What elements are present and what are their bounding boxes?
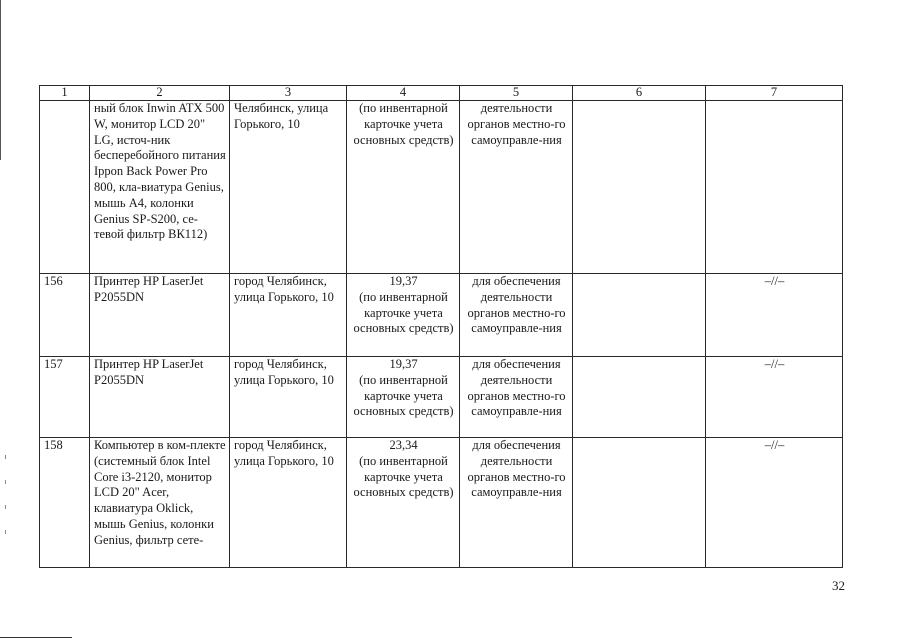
item-value: 19,37 (по инвентарной карточке учета основных средств) — [347, 274, 460, 357]
scan-speck — [5, 455, 6, 459]
item-address: город Челябинск, улица Горького, 10 — [230, 357, 347, 438]
row-number: 156 — [40, 274, 90, 357]
item-col6 — [573, 101, 706, 274]
scan-speck — [5, 505, 6, 509]
table-row — [40, 438, 843, 568]
item-col7: –//– — [706, 438, 843, 568]
item-address: город Челябинск, улица Горького, 10 — [230, 438, 347, 568]
item-purpose: для обеспечения деятельности органов местно-го самоуправле-ния — [460, 438, 573, 568]
scan-edge-bottom — [0, 637, 72, 638]
item-name: Принтер HP LaserJet P2055DN — [90, 357, 230, 438]
item-address: Челябинск, улица Горького, 10 — [230, 101, 347, 274]
scan-edge-left — [0, 0, 1, 160]
item-purpose: деятельности органов местно-го самоуправле-ния — [460, 101, 573, 274]
column-header-1: 1 — [40, 86, 90, 101]
item-col7 — [706, 101, 843, 274]
inventory-table — [39, 85, 843, 568]
column-header-3: 3 — [230, 86, 347, 101]
item-col6 — [573, 438, 706, 568]
item-col6 — [573, 274, 706, 357]
scan-speck — [5, 530, 6, 534]
row-number: 157 — [40, 357, 90, 438]
item-purpose: для обеспечения деятельности органов местно-го самоуправле-ния — [460, 357, 573, 438]
item-col7: –//– — [706, 357, 843, 438]
column-header-5: 5 — [460, 86, 573, 101]
item-col7: –//– — [706, 274, 843, 357]
item-value: (по инвентарной карточке учета основных средств) — [347, 101, 460, 274]
row-number — [40, 101, 90, 274]
row-number: 158 — [40, 438, 90, 568]
item-purpose: для обеспечения деятельности органов местно-го самоуправле-ния — [460, 274, 573, 357]
column-header-2: 2 — [90, 86, 230, 101]
item-value: 19,37 (по инвентарной карточке учета основных средств) — [347, 357, 460, 438]
item-address: город Челябинск, улица Горького, 10 — [230, 274, 347, 357]
item-name: Принтер HP LaserJet P2055DN — [90, 274, 230, 357]
table-row — [40, 101, 843, 274]
table-row — [40, 357, 843, 438]
item-name: Компьютер в ком-плекте (системный блок Intel Core i3-2120, монитор LCD 20" Acer, клавиатура Oklick, мышь Genius, колонки Genius, фильтр сете- — [90, 438, 230, 568]
item-col6 — [573, 357, 706, 438]
item-value: 23,34 (по инвентарной карточке учета основных средств) — [347, 438, 460, 568]
table-row — [40, 274, 843, 357]
header-row — [40, 86, 843, 101]
column-header-7: 7 — [706, 86, 843, 101]
scan-speck — [5, 480, 6, 484]
column-header-4: 4 — [347, 86, 460, 101]
item-name: ный блок Inwin ATX 500 W, монитор LCD 20" LG, источ-ник бесперебойного питания Ippon Back Power Pro 800, кла-виатура Genius, мышь А4, колонки Genius SP-S200, се-тевой фильтр ВК112) — [90, 101, 230, 274]
column-header-6: 6 — [573, 86, 706, 101]
page-number: 32 — [832, 578, 845, 593]
